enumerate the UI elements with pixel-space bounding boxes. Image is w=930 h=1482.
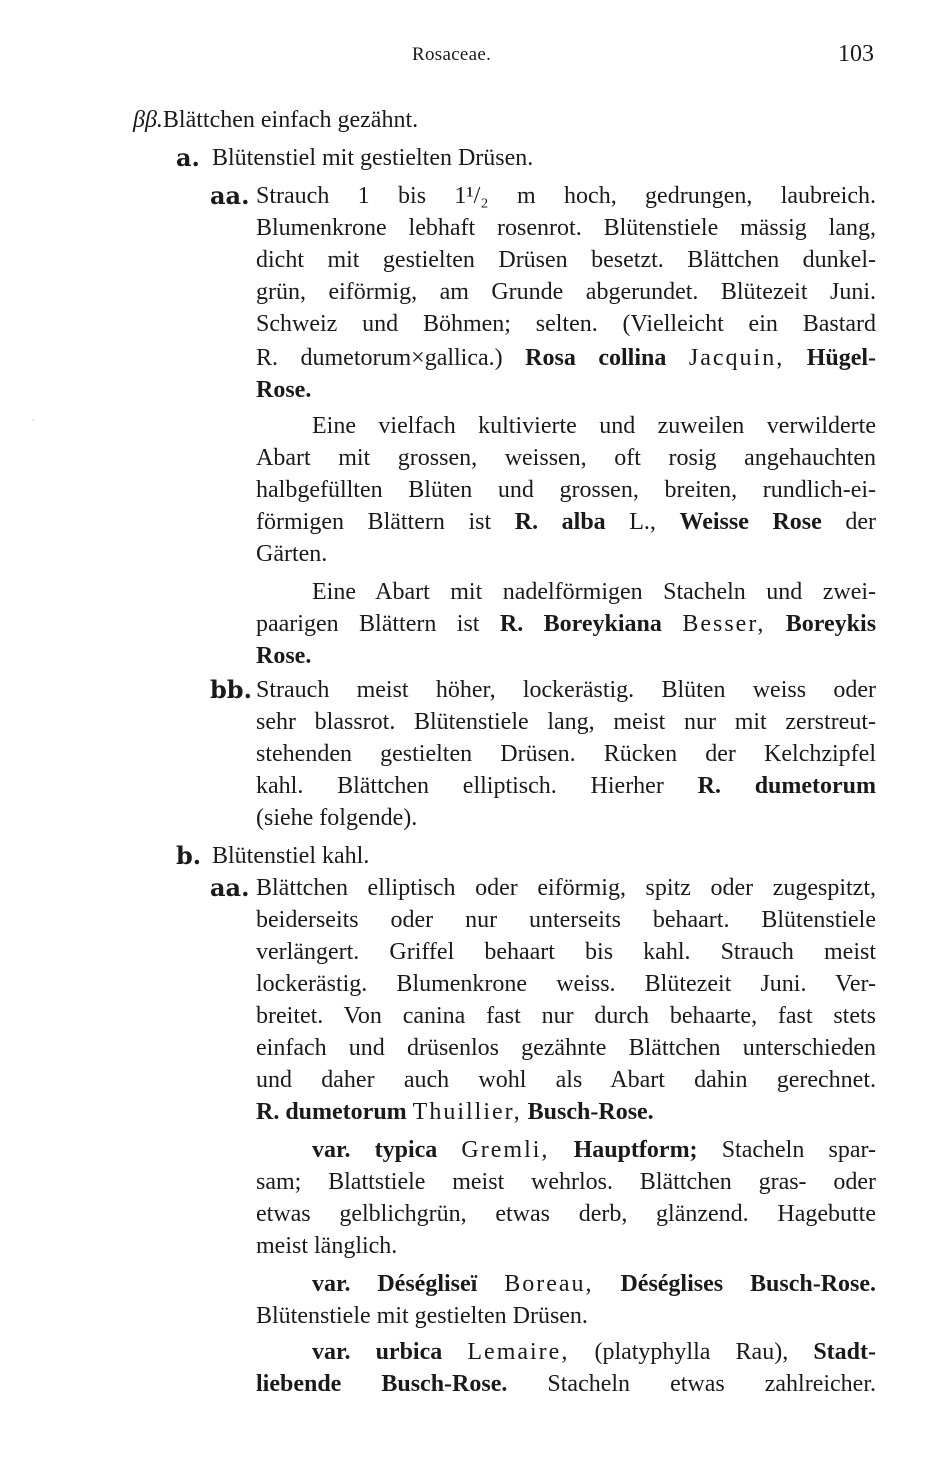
key-heading-a: Blütenstiel mit gestielten Drüsen. <box>212 145 534 171</box>
text-fragment: förmigen Blättern ist <box>256 509 492 535</box>
variety-name: var. Déségliseï <box>312 1271 478 1297</box>
text-line: Abart mit grossen, weissen, oft rosig angehauchten <box>256 445 876 471</box>
running-header: Rosaceae. <box>412 44 492 65</box>
text-line <box>312 1134 876 1166</box>
text-line <box>256 506 876 538</box>
text-line: einfach und drüsenlos gezähnte Blättchen unterschieden <box>256 1035 876 1061</box>
common-name: Busch-Rose. <box>527 1099 654 1125</box>
key-heading-text: Blättchen einfach gezähnt. <box>162 107 419 133</box>
text-line <box>256 770 876 802</box>
species-name: R. dumetorum <box>697 773 877 799</box>
common-name: Hügel- <box>806 345 877 371</box>
page-number: 103 <box>838 41 874 67</box>
text-line: und daher auch wohl als Abart dahin gerechnet. <box>256 1067 876 1093</box>
common-name: Boreykis <box>785 611 877 637</box>
text-fragment: der <box>845 509 877 535</box>
text-line: Blütenstiele mit gestielten Drüsen. <box>256 1303 588 1329</box>
text-line: Blättchen elliptisch oder eiförmig, spitz oder zugespitzt, <box>256 875 876 901</box>
text-line: Eine vielfach kultivierte und zuweilen verwilderte <box>312 413 876 439</box>
common-name: Hauptform; <box>573 1137 698 1163</box>
common-name: Weisse Rose <box>679 509 822 535</box>
text-fragment: Stacheln etwas zahlreicher. <box>547 1371 876 1397</box>
key-heading-bb <box>133 104 418 136</box>
common-name-continuation: Rose. <box>256 377 312 403</box>
text-fragment: paarigen Blättern ist <box>256 611 480 637</box>
text-line: grün, eiförmig, am Grunde abgerundet. Blütezeit Juni. <box>256 279 876 305</box>
key-marker-aa: aa. <box>210 181 250 210</box>
text-line <box>256 608 876 640</box>
variety-name: var. typica <box>312 1137 438 1163</box>
key-marker-aa: aa. <box>210 873 250 902</box>
author-name: Gremli, <box>461 1137 550 1163</box>
text-fragment: Stacheln spar- <box>721 1137 876 1163</box>
synonym: (platyphylla Rau), <box>594 1339 789 1365</box>
text-line: meist länglich. <box>256 1233 398 1259</box>
author-name: Lemaire, <box>467 1339 570 1365</box>
common-name: Déséglises Busch-Rose. <box>620 1271 877 1297</box>
text-line: sehr blassrot. Blütenstiele lang, meist nur mit zerstreut- <box>256 709 876 735</box>
author-name: Boreau, <box>504 1271 594 1297</box>
text-line <box>256 1096 876 1128</box>
text-line: verlängert. Griffel behaart bis kahl. Strauch meist <box>256 939 876 965</box>
common-name: liebende Busch-Rose. <box>256 1371 508 1397</box>
text-line: Blumenkrone lebhaft rosenrot. Blütenstiele mässig lang, <box>256 215 876 241</box>
variety-name: var. urbica <box>312 1339 443 1365</box>
text-line: breitet. Von canina fast nur durch behaarte, fast stets <box>256 1003 876 1029</box>
text-line: lockerästig. Blumenkrone weiss. Blütezeit Juni. Ver- <box>256 971 876 997</box>
key-marker-b: b. <box>176 841 202 870</box>
text-line: Gärten. <box>256 541 328 567</box>
text-line: etwas gelblichgrün, etwas derb, glänzend. Hagebutte <box>256 1201 876 1227</box>
common-name-continuation: Rose. <box>256 643 312 669</box>
text-fragment: kahl. Blättchen elliptisch. Hierher <box>256 773 664 799</box>
text-line: Strauch meist höher, lockerästig. Blüten weiss oder <box>256 677 876 703</box>
text-line: beiderseits oder nur unterseits behaart. Blütenstiele <box>256 907 876 933</box>
text-line: Schweiz und Böhmen; selten. (Vielleicht ein Bastard <box>256 311 876 337</box>
author-name: Thuillier, <box>412 1099 522 1125</box>
author-name: Jacquin, <box>688 345 785 371</box>
bleed-through-mark: · <box>30 410 36 430</box>
author-name: L., <box>629 509 656 535</box>
species-name: R. Boreykiana <box>499 611 662 637</box>
text-line: Strauch 1 bis 1¹/₂ m hoch, gedrungen, laubreich. <box>256 183 876 209</box>
hybrid-formula: R. dumetorum×gallica.) <box>256 345 503 371</box>
text-line: (siehe folgende). <box>256 805 418 831</box>
text-line: halbgefüllten Blüten und grossen, breiten, rundlich-ei- <box>256 477 876 503</box>
author-name: Besser, <box>682 611 766 637</box>
key-heading-b: Blütenstiel kahl. <box>212 843 370 869</box>
species-name: R. alba <box>514 509 606 535</box>
text-line <box>312 1336 876 1368</box>
text-line: dicht mit gestielten Drüsen besetzt. Blättchen dunkel- <box>256 247 876 273</box>
text-line <box>256 1368 876 1400</box>
text-line: stehenden gestielten Drüsen. Rücken der Kelchzipfel <box>256 741 876 767</box>
text-line <box>256 342 876 374</box>
key-marker-a: a. <box>176 143 200 172</box>
text-line: Eine Abart mit nadelförmigen Stacheln und zwei- <box>312 579 876 605</box>
text-line <box>312 1268 876 1300</box>
key-marker-bb: bb. <box>210 675 252 704</box>
species-name: Rosa collina <box>525 345 667 371</box>
species-name: R. dumetorum <box>256 1099 407 1125</box>
text-line: sam; Blattstiele meist wehrlos. Blättchen gras- oder <box>256 1169 876 1195</box>
common-name: Stadt- <box>813 1339 876 1365</box>
key-marker: ββ. <box>133 107 163 133</box>
